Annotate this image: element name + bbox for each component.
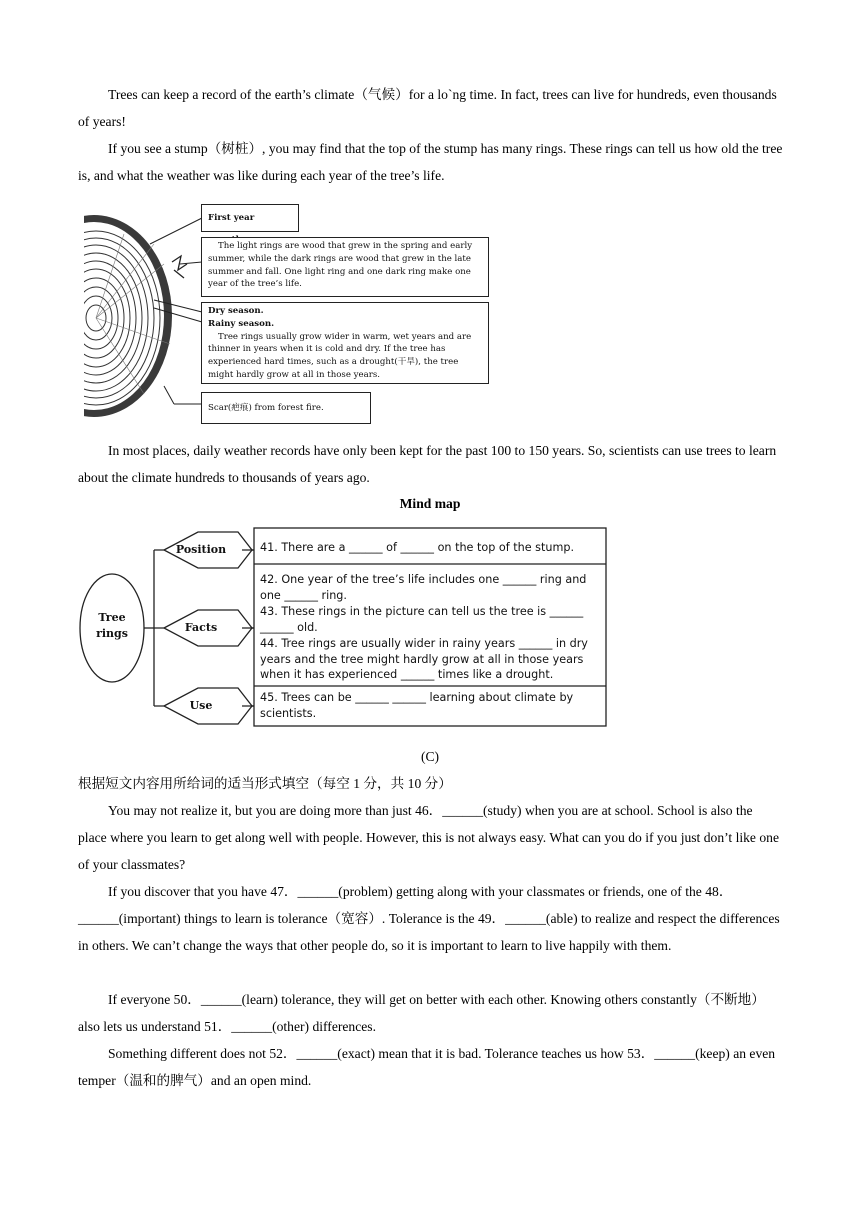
seasons-box bbox=[201, 302, 489, 384]
section-c-paragraph-3: If everyone 50．______(learn) tolerance, they will get on better with each other. Knowing others constantly（不断地）also lets us understand 51．______(other) differences. bbox=[78, 992, 765, 1034]
branch-facts: Facts bbox=[184, 621, 218, 634]
mind-map-center-node: Tree rings bbox=[96, 611, 128, 640]
light-dark-rings-box bbox=[201, 237, 489, 297]
question-41: 41. There are a ______ of ______ on the top of the stump. bbox=[260, 541, 574, 554]
section-c-paragraph-1: You may not realize it, but you are doing more than just 46．______(study) when you are at school. School is also the place where you learn to get along well with people. However, this is not always easy. What can you do if you just don’t like one of your classmates? bbox=[78, 803, 779, 872]
first-year-growth-box bbox=[201, 204, 299, 232]
forest-fire-scar-box bbox=[201, 392, 371, 424]
forest-fire-scar-label: Scar(疤痕) from forest fire. bbox=[208, 403, 324, 413]
mind-map bbox=[78, 526, 618, 732]
climate-records-paragraph: In most places, daily weather records have only been kept for the past 100 to 150 years. So, scientists can use trees to learn about the climate hundreds to thousands of years ago. bbox=[78, 443, 777, 485]
branch-position: Position bbox=[175, 543, 227, 556]
dry-season-label: Dry season. bbox=[208, 306, 264, 316]
mind-map-title: Mind map bbox=[399, 496, 461, 511]
section-c-paragraph-4: Something different does not 52．______(exact) mean that it is bad. Tolerance teaches us how 53．______(keep) an even temper（温和的脾气）and an open mind. bbox=[78, 1046, 776, 1088]
rainy-season-label: Rainy season. bbox=[208, 318, 275, 329]
branch-use: Use bbox=[189, 699, 213, 712]
first-year-growth-label: First year bbox=[208, 213, 255, 223]
question-43: 43. These rings in the picture can tell us the tree is ______ ______ old. bbox=[260, 605, 584, 634]
tree-ring-figure bbox=[84, 204, 494, 426]
light-dark-rings-text: The light rings are wood that grew in the spring and early summer, while the dark rings are wood that grew in the late summer and fall. One light ring and one dark ring make one year of the tree’s life. bbox=[208, 241, 473, 290]
intro-paragraph-2: If you see a stump（树桩）, you may find that the top of the stump has many rings. These rings can tell us how old the tree is, and what the weather was like during each year of the tree’s life. bbox=[78, 141, 783, 183]
section-c-paragraph-2: If you discover that you have 47．______(problem) getting along with your classmates or friends, one of the 48．______(important) things to learn is tolerance（宽容）. Tolerance is the 49．______(able) to realize and respect the differences in others. We can’t change the ways that other people do, so it is important to learn to live happily with them. bbox=[78, 884, 780, 953]
section-c-instruction: 根据短文内容用所给词的适当形式填空（每空 1 分，共 10 分） bbox=[78, 776, 452, 791]
intro-paragraph-1: Trees can keep a record of the earth’s climate（气候）for a lo`ng time. In fact, trees can live for hundreds, even thousands of years! bbox=[78, 87, 777, 129]
question-45: 45. Trees can be ______ ______ learning about climate by scientists. bbox=[260, 691, 574, 720]
section-c-label: (C) bbox=[420, 749, 440, 764]
question-44: 44. Tree rings are usually wider in rainy years ______ in dry years and the tree might hardly grow at all in those years when it has experienced ______ times like a drought. bbox=[260, 637, 588, 682]
question-42: 42. One year of the tree’s life includes one ______ ring and one ______ ring. bbox=[260, 573, 587, 602]
tree-rings-width-text: Tree rings usually grow wider in warm, wet years and are thinner in years when it is cold and dry. If the tree has experienced hard times, such as a drought(干旱), the tree might hardly grow at all in those years. bbox=[208, 331, 472, 380]
